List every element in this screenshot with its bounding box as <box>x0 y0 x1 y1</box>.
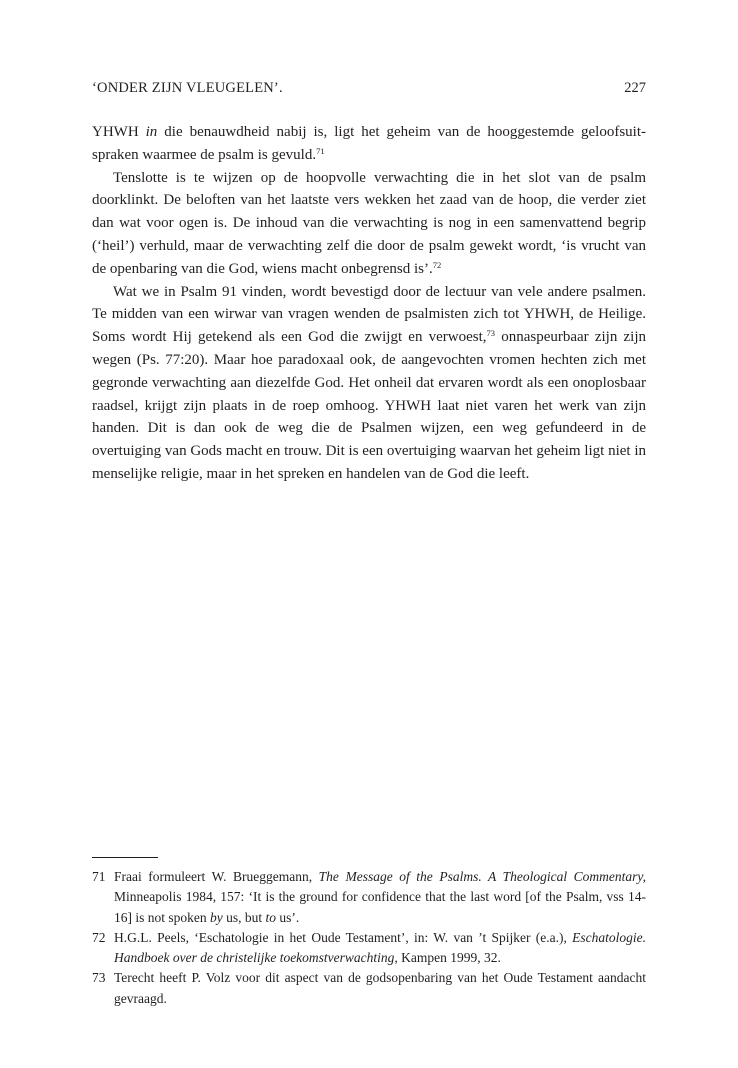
paragraph-3 <box>92 281 646 486</box>
p2-text: Tenslotte is te wijzen op de hoopvolle verwachting die in het slot van de psalm doorklinkt. De beloften van het laatste vers wekken het zaad van de hoop, die verder ziet dan wat voor ogen is. De inhoud van die verwachting is nog in een samenvattend begrip (‘heil’) verhuld, maar de verwachting zelf die door de psalm gewekt wordt, ‘is vrucht van de openbaring van die God, wiens macht onbegrensd is’. <box>92 169 646 277</box>
footnote-text: Terecht heeft P. Volz voor dit aspect van de godsopenbaring van het Oude Testament aandacht gevraagd. <box>114 970 646 1006</box>
footnote-italic-word: by <box>210 909 223 925</box>
body-text <box>92 121 646 486</box>
footnote-title-italic: The Message of the Psalms. A Theological Commentary, <box>318 869 646 884</box>
p1-text-c: die benauwdheid nabij is, ligt het geheim van de hooggestemde geloofsuit-spraken waarmee de psalm is gevuld. <box>92 124 646 163</box>
p1-text-italic: in <box>145 124 158 140</box>
footnote-italic-word: to <box>265 909 277 925</box>
footnote-72 <box>92 928 646 969</box>
footnote-number: 73 <box>92 970 106 986</box>
footnote-71 <box>92 867 646 928</box>
footnotes <box>92 867 646 1009</box>
footnote-title-italic: Eschatologie. Handboek over de christelijke toekomstverwachting, <box>114 929 646 966</box>
paragraph-1 <box>92 121 646 167</box>
footnote-73 <box>92 968 646 1009</box>
running-title: ‘ONDER ZIJN VLEUGELEN’. <box>92 80 283 96</box>
footnote-ref-71[interactable]: 71 <box>316 145 325 156</box>
p3-text-b: onnaspeurbaar zijn zijn wegen (Ps. 77:20). Maar hoe paradoxaal ook, de aangevochten vromen hechten zich met gegronde verwachting aan diezelfde God. Het onheil dat ervaren wordt als een onoplosbaar raadsel, krijgt zijn plaats in de roep omhoog. YHWH laat niet varen het werk van zijn handen. Dit is dan ook de weg die de Psalmen wijzen, een weg gefundeerd in de overtuiging van Gods macht en trouw. Dit is een overtuiging waarvan het geheim ligt niet in menselijke religie, maar in het spreken en handelen van de God die leeft. <box>92 329 646 482</box>
p1-text-a: YHWH <box>92 124 146 140</box>
footnote-text: Minneapolis 1984, 157: ‘It is the ground for confidence that the last word [of the Psalm, vss 14-16] is not spoken <box>114 889 646 925</box>
paragraph-2 <box>92 167 646 281</box>
footnote-number: 71 <box>92 869 106 884</box>
footnote-text: us’. <box>276 909 300 925</box>
footnote-text: us, but <box>222 909 266 925</box>
footnote-ref-72[interactable]: 72 <box>432 259 442 270</box>
footnote-text: H.G.L. Peels, ‘Eschatologie in het Oude Testament’, in: W. van ’t Spijker (e.a.), <box>114 929 573 945</box>
p3-text-a: Wat we in Psalm 91 vinden, wordt bevestigd door de lectuur van vele andere psalmen. Te midden van een wirwar van vragen wenden de psalmisten zich tot YHWH, de Heilige. Soms wordt Hij getekend als een God die zwijgt en verwoest, <box>92 283 646 346</box>
footnote-separator <box>92 857 158 858</box>
footnote-text: Fraai formuleert W. Brueggemann, <box>114 869 319 884</box>
footnote-ref-73[interactable]: 73 <box>486 328 496 339</box>
footnote-number: 72 <box>92 929 106 945</box>
page-number: 227 <box>624 80 646 96</box>
footnote-text: Kampen 1999, 32. <box>397 950 501 966</box>
